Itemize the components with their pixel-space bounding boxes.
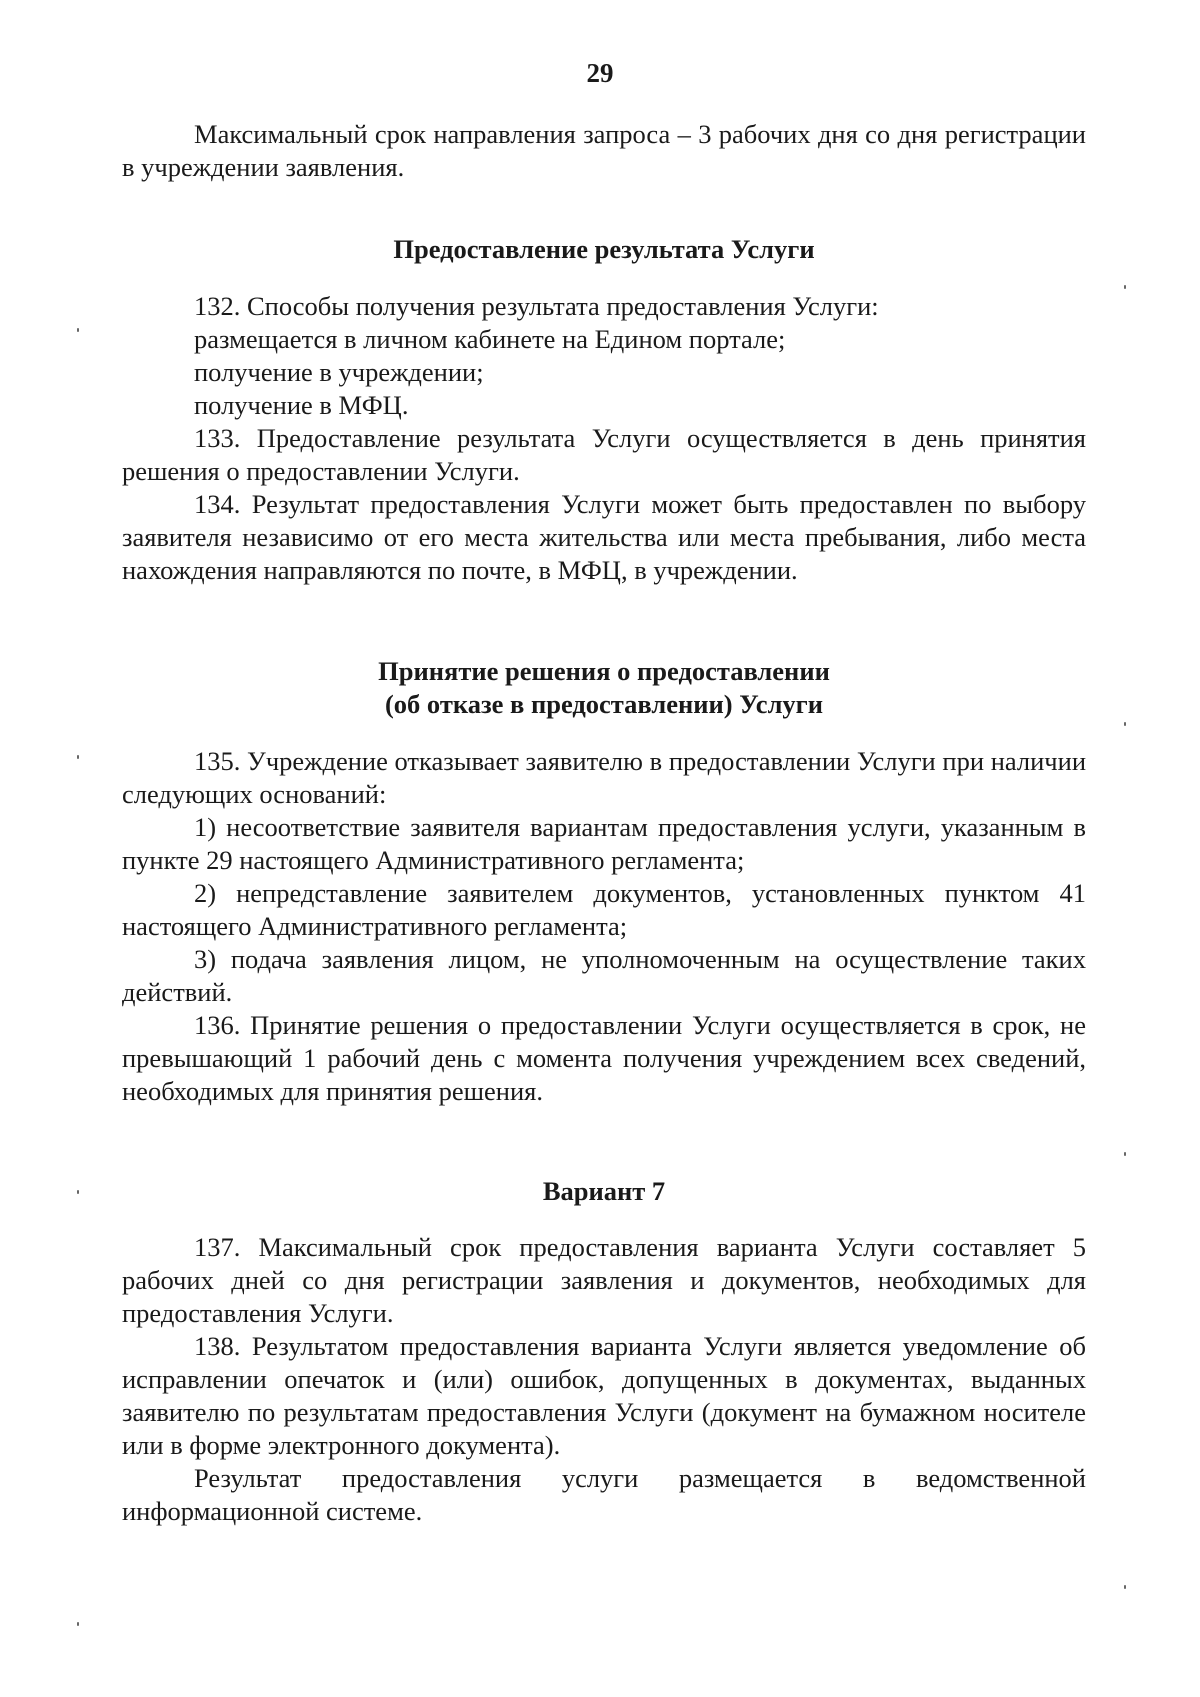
document-body (122, 118, 1086, 1528)
paragraph-133: 133. Предоставление результата Услуги осуществляется в день принятия решения о предоставлении Услуги. (122, 423, 1086, 486)
section-heading-result: Предоставление результата Услуги (393, 234, 815, 264)
paragraph-136: 136. Принятие решения о предоставлении Услуги осуществляется в срок, не превышающий 1 рабочий день с момента получения учреждением всех сведений, необходимых для принятия решения. (122, 1010, 1086, 1106)
scan-speck (77, 1190, 79, 1194)
section-heading-decision (122, 655, 1086, 721)
section-heading-variant-7: Вариант 7 (542, 1176, 666, 1206)
intro-paragraph: Максимальный срок направления запроса – 3 рабочих дня со дня регистрации в учреждении заявления. (122, 119, 1086, 182)
section-heading-decision-line1: Принятие решения о предоставлении (378, 656, 830, 686)
scan-speck (77, 755, 79, 759)
ground-item-2: 2) непредставление заявителем документов, установленных пунктом 41 настоящего Административного регламента; (122, 878, 1086, 941)
scan-speck (1124, 1152, 1126, 1156)
method-item-mfc: получение в МФЦ. (194, 390, 409, 420)
page-number: 29 (586, 58, 614, 88)
scan-speck (1124, 722, 1126, 726)
scan-speck (77, 1622, 79, 1626)
method-item-portal: размещается в личном кабинете на Едином портале; (194, 324, 786, 354)
scan-speck (1124, 1585, 1126, 1589)
scan-speck (77, 328, 79, 332)
paragraph-result: Результат предоставления услуги размещается в ведомственной информационной системе. (122, 1463, 1086, 1526)
paragraph-138: 138. Результатом предоставления варианта Услуги является уведомление об исправлении опечаток и (или) ошибок, допущенных в документах, выданных заявителю по результатам предоставления Услуги (документ на бумажном носителе или в форме электронного документа). (122, 1331, 1086, 1460)
paragraph-137: 137. Максимальный срок предоставления варианта Услуги составляет 5 рабочих дней со дня регистрации заявления и документов, необходимых для предоставления Услуги. (122, 1232, 1086, 1328)
section-heading-decision-line2: (об отказе в предоставлении) Услуги (384, 689, 823, 719)
ground-item-1: 1) несоответствие заявителя вариантам предоставления услуги, указанным в пункте 29 настоящего Административного регламента; (122, 812, 1086, 875)
method-item-institution: получение в учреждении; (194, 357, 484, 387)
scan-speck (1124, 285, 1126, 289)
paragraph-134: 134. Результат предоставления Услуги может быть предоставлен по выбору заявителя независимо от его места жительства или места пребывания, либо места нахождения направляются по почте, в МФЦ, в учреждении. (122, 489, 1086, 585)
paragraph-135: 135. Учреждение отказывает заявителю в предоставлении Услуги при наличии следующих оснований: (122, 746, 1086, 809)
ground-item-3: 3) подача заявления лицом, не уполномоченным на осуществление таких действий. (122, 944, 1086, 1007)
paragraph-132: 132. Способы получения результата предоставления Услуги: (194, 291, 879, 321)
